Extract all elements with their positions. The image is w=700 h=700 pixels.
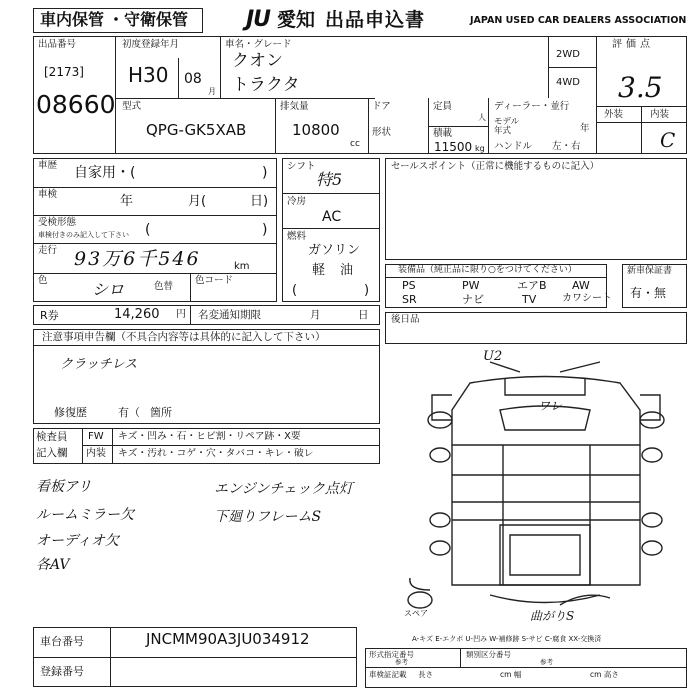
- displacement-unit: cc: [350, 139, 360, 149]
- displacement-label: 排気量: [280, 101, 309, 112]
- remark-left-3: オーディオ欠: [36, 533, 119, 549]
- equip-airbag: エアB: [517, 279, 547, 292]
- car-grade: トラクタ: [232, 75, 300, 95]
- handle-label: ハンドル: [494, 141, 533, 152]
- spare-label: スペア: [404, 609, 428, 618]
- reg-label: 登録番号: [40, 665, 84, 678]
- inspector-row1: キズ・凹み・石・ヒビ割・リペア跡・X要: [118, 431, 301, 442]
- acceptance-note: 車検付きのみ記入して下さい: [38, 231, 129, 239]
- cert-ref: 参考: [395, 658, 408, 666]
- equip-navi: ナビ: [462, 293, 484, 306]
- capacity-unit: 人: [478, 113, 486, 122]
- inspection-year: 年: [120, 194, 134, 209]
- color-label: 色: [38, 275, 48, 286]
- remark-left-4: 各AV: [36, 557, 70, 573]
- fuel-open: (: [292, 283, 298, 298]
- main-form-frame: [33, 36, 687, 154]
- drive-4wd: 4WD: [556, 77, 580, 88]
- car-name: クオン: [232, 51, 283, 71]
- size-label: 車検証記載: [369, 670, 407, 679]
- inspector-row2: キズ・汚れ・コゲ・穴・タバコ・キレ・破レ: [118, 448, 314, 459]
- caution-label: 注意事項申告欄（不具合内容等は具体的に記入して下さい）: [42, 331, 326, 343]
- history-close: ): [262, 165, 268, 181]
- equip-aw: AW: [572, 279, 590, 292]
- repair-value: 有（: [118, 406, 140, 419]
- diagram-frame-mark: ワレ: [538, 399, 563, 413]
- score-value: 3.5: [618, 71, 663, 104]
- first-reg-month: 08: [184, 71, 202, 87]
- shift-value: 特5: [316, 170, 343, 189]
- car-name-label: 車名・グレード: [225, 39, 292, 50]
- mileage-unit: km: [234, 261, 250, 272]
- damage-legend: A-キズ E-エクボ U-凹み W-補修跡 S-サビ C-腐食 XX-交換済: [412, 635, 602, 643]
- equip-ps: PS: [402, 279, 416, 292]
- remark-right-2: 下廻りフレームS: [214, 509, 322, 525]
- remark-right-1: エンジンチェック点灯: [214, 481, 353, 497]
- load-unit: kg: [475, 144, 485, 153]
- fuel-option-oil: 油: [340, 263, 354, 278]
- aircon-value: AC: [322, 209, 342, 225]
- equip-sr: SR: [402, 293, 417, 306]
- history-label: 車歴: [38, 160, 58, 171]
- fuel-close: ): [364, 283, 370, 298]
- vin-label: 車台番号: [40, 635, 84, 648]
- inspector-label: 検査員: [36, 431, 68, 443]
- first-reg-year: H30: [128, 63, 169, 87]
- model-label: 型式: [122, 101, 142, 112]
- recycle-value: 14,260: [114, 307, 160, 322]
- first-reg-label: 初度登録年月: [122, 39, 180, 50]
- title-place: 愛知: [277, 9, 316, 31]
- mileage-label: 走行: [38, 245, 58, 256]
- diagram-top-mark: U2: [483, 349, 503, 364]
- recycle-label: R券: [40, 309, 59, 322]
- badge-indoor-label: 車内保管: [40, 10, 105, 29]
- lot-number-value: 08660: [36, 90, 116, 119]
- interior-grade: C: [660, 128, 676, 152]
- later-items-label: 後日品: [391, 314, 420, 325]
- color-change-label: 色替: [154, 281, 174, 292]
- recycle-unit: 円: [176, 309, 186, 320]
- title-document: 出品申込書: [325, 9, 426, 31]
- dealer-label: ディーラー・並行: [494, 101, 570, 112]
- model-value: QPG-GK5XAB: [146, 121, 247, 139]
- score-label: 評価点: [612, 39, 654, 50]
- length-label: 長さ: [418, 670, 433, 679]
- interior-label: 内装: [650, 109, 670, 120]
- model-year-label: モデル年式: [494, 117, 520, 136]
- doors-label: ドア: [372, 101, 391, 112]
- equipment-label: 装備品（純正品に限り○をつけてください）: [398, 265, 577, 275]
- model-year-unit: 年: [580, 123, 590, 134]
- category-ref: 参考: [540, 658, 553, 666]
- load-label: 積載: [433, 128, 453, 139]
- warranty-label: 新車保証書: [627, 266, 673, 276]
- ju-logo: JU: [246, 7, 271, 32]
- vin-value: JNCMM90A3JU034912: [146, 630, 310, 648]
- lot-sub-number: [2173]: [44, 65, 84, 79]
- height-label: cm 高さ: [590, 670, 619, 679]
- shift-label: シフト: [287, 161, 316, 172]
- warranty-options: 有・無: [630, 286, 667, 300]
- cert-label: 形式指定番号: [369, 650, 414, 659]
- fuel-value: ガソリン: [308, 243, 361, 258]
- inspection-label: 車検: [38, 189, 58, 200]
- title-english: JAPAN USED CAR DEALERS ASSOCIATION: [470, 15, 687, 26]
- remark-left-1: 看板アリ: [36, 479, 92, 495]
- transfer-month: 月: [310, 309, 321, 321]
- mileage-value: 93万6千546: [74, 248, 201, 270]
- category-label: 類別区分番号: [466, 650, 511, 659]
- history-value: 自家用・(: [74, 165, 136, 181]
- sales-point-frame: [385, 158, 687, 260]
- first-reg-month-unit: 月: [208, 87, 216, 96]
- inspection-month: 月(: [188, 194, 207, 209]
- handle-options: 左・右: [552, 141, 581, 152]
- equip-power-seat: カワシート: [562, 293, 612, 304]
- later-items-frame: [385, 312, 687, 344]
- drive-2wd: 2WD: [556, 49, 580, 60]
- badge-guard-label: 守衛保管: [124, 10, 189, 29]
- width-label: cm 幅: [500, 670, 522, 679]
- aircon-label: 冷房: [287, 196, 307, 207]
- color-value: シロ: [92, 280, 125, 299]
- lot-number-label: 出品番号: [38, 39, 77, 50]
- acceptance-open: (: [145, 222, 151, 238]
- displacement-value: 10800: [292, 121, 340, 139]
- acceptance-close: ): [262, 222, 268, 238]
- transfer-label: 名変通知期限: [198, 309, 261, 321]
- diagram-bottom-mark: 曲がりS: [530, 609, 575, 623]
- inspection-day: 日): [250, 194, 269, 209]
- fuel-label: 燃料: [287, 231, 307, 242]
- sales-point-label: セールスポイント（正常に機能するものに記入）: [391, 161, 600, 172]
- transfer-day: 日: [358, 309, 369, 321]
- inspector-interior-label: 内装: [86, 448, 106, 459]
- equip-tv: TV: [522, 293, 537, 306]
- capacity-label: 定員: [433, 101, 453, 112]
- inspector-fw-label: FW: [88, 431, 104, 442]
- fuel-option-light: 軽: [312, 263, 326, 278]
- load-value: 11500: [434, 140, 473, 154]
- exterior-label: 外装: [604, 109, 624, 120]
- color-code-label: 色コード: [195, 275, 234, 286]
- repair-label: 修復歴: [54, 406, 87, 419]
- inspector-entry-label: 記入欄: [36, 447, 68, 459]
- repair-unit: 箇所: [150, 406, 172, 419]
- remark-left-2: ルームミラー欠: [36, 507, 134, 523]
- caution-text: クラッチレス: [60, 357, 138, 372]
- shape-label: 形状: [372, 127, 392, 138]
- acceptance-label: 受検形態: [38, 217, 77, 228]
- equip-pw: PW: [462, 279, 480, 292]
- badge-separator: ・: [108, 10, 125, 29]
